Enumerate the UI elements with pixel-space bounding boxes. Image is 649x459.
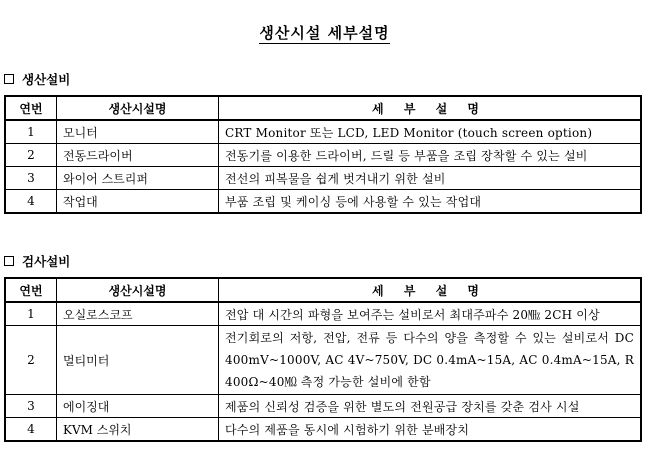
- column-header-name: 생산시설명: [57, 96, 219, 120]
- row-desc: 전동기를 이용한 드라이버, 드릴 등 부품을 조립 장착할 수 있는 설비: [219, 144, 642, 167]
- table-header-row: [5, 278, 641, 302]
- table-row: [5, 418, 641, 442]
- row-desc: CRT Monitor 또는 LCD, LED Monitor (touch screen option): [219, 120, 642, 144]
- row-name: 모니터: [57, 120, 219, 144]
- table-row: [5, 120, 641, 144]
- row-no: 2: [5, 326, 57, 395]
- row-desc: 전압 대 시간의 파형을 보여주는 설비로서 최대주파수 20㎒ 2CH 이상: [219, 302, 642, 326]
- table-row: [5, 190, 641, 214]
- row-desc: 다수의 제품을 동시에 시험하기 위한 분배장치: [219, 418, 642, 442]
- page-title: [0, 22, 649, 43]
- row-no: 1: [5, 120, 57, 144]
- row-name: 와이어 스트리퍼: [57, 167, 219, 190]
- page-title-text: 생산시설 세부설명: [259, 24, 390, 42]
- row-no: 4: [5, 190, 57, 214]
- row-name: 작업대: [57, 190, 219, 214]
- column-header-desc: 세 부 설 명: [219, 96, 642, 120]
- table-row: [5, 395, 641, 418]
- row-no: 4: [5, 418, 57, 442]
- row-no: 1: [5, 302, 57, 326]
- production-equipment-table: [4, 95, 642, 214]
- row-name: KVM 스위치: [57, 418, 219, 442]
- column-header-desc: 세 부 설 명: [219, 278, 642, 302]
- section-heading-production: [4, 70, 70, 88]
- row-name: 오실로스코프: [57, 302, 219, 326]
- row-no: 3: [5, 167, 57, 190]
- section-heading-inspection: [4, 252, 70, 270]
- inspection-equipment-table: [4, 277, 642, 442]
- row-desc: 전기회로의 저항, 전압, 전류 등 다수의 양을 측정할 수 있는 설비로서 DC 400mV~1000V, AC 4V~750V, DC 0.4mA~15A, AC 0.4mA~15A, R 400Ω~40㏁ 측정 가능한 설비에 한함: [219, 326, 642, 395]
- row-desc: 제품의 신뢰성 검증을 위한 별도의 전원공급 장치를 갖춘 검사 시설: [219, 395, 642, 418]
- column-header-name: 생산시설명: [57, 278, 219, 302]
- section-heading-text: 검사설비: [22, 254, 71, 269]
- row-desc: 전선의 피복물을 쉽게 벗겨내기 위한 설비: [219, 167, 642, 190]
- row-name: 멀티미터: [57, 326, 219, 395]
- section-heading-text: 생산설비: [22, 72, 71, 87]
- row-desc: 부품 조립 및 케이싱 등에 사용할 수 있는 작업대: [219, 190, 642, 214]
- table-row: [5, 144, 641, 167]
- table-row: [5, 167, 641, 190]
- column-header-no: 연번: [5, 278, 57, 302]
- row-name: 전동드라이버: [57, 144, 219, 167]
- row-name: 에이징대: [57, 395, 219, 418]
- row-no: 2: [5, 144, 57, 167]
- row-no: 3: [5, 395, 57, 418]
- column-header-no: 연번: [5, 96, 57, 120]
- checkbox-square-icon: [4, 256, 14, 266]
- checkbox-square-icon: [4, 74, 14, 84]
- table-header-row: [5, 96, 641, 120]
- table-row: [5, 326, 641, 395]
- table-row: [5, 302, 641, 326]
